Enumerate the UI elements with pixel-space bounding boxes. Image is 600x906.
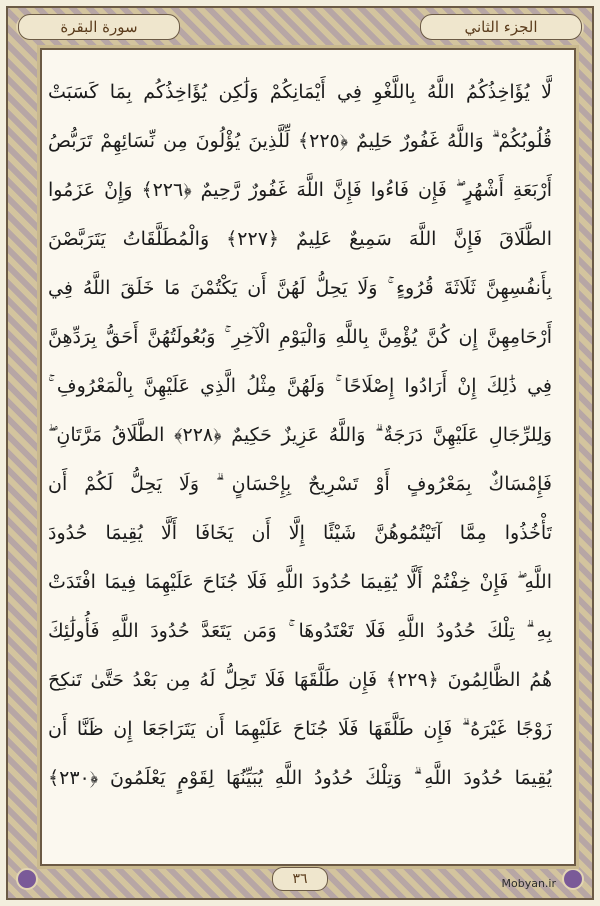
text-line: فَإِمْسَاكٌ بِمَعْرُوفٍ أَوْ تَسْرِيحٌ بِإِحْسَانٍ ۗ وَلَا يَحِلُّ لَكُمْ أَن (48, 473, 552, 495)
text-line: هُمُ الظَّالِمُونَ ﴿٢٢٩﴾ فَإِن طَلَّقَهَا فَلَا تَحِلُّ لَهُ مِن بَعْدُ حَتَّىٰ تَنكِحَ (48, 669, 552, 691)
text-line: قُلُوبُكُمْ ۗ وَاللَّهُ غَفُورٌ حَلِيمٌ ﴿٢٢٥﴾ لِّلَّذِينَ يُؤْلُونَ مِن نِّسَائِهِمْ تَرَبُّصُ (48, 130, 552, 152)
juz-name: الجزء الثاني (420, 14, 582, 40)
surah-name: سورة البقرة (18, 14, 180, 40)
text-line: لَّا يُؤَاخِذُكُمُ اللَّهُ بِاللَّغْوِ فِي أَيْمَانِكُمْ وَلَٰكِن يُؤَاخِذُكُم بِمَا كَسَبَتْ (48, 81, 552, 103)
decorative-border (6, 6, 594, 900)
text-line: أَرْبَعَةِ أَشْهُرٍ ۖ فَإِن فَاءُوا فَإِنَّ اللَّهَ غَفُورٌ رَّحِيمٌ ﴿٢٢٦﴾ وَإِنْ عَزَمُوا (48, 179, 552, 201)
text-line: فِي ذَٰلِكَ إِنْ أَرَادُوا إِصْلَاحًا ۚ وَلَهُنَّ مِثْلُ الَّذِي عَلَيْهِنَّ بِالْمَعْرُوفِ ۚ (48, 375, 552, 397)
text-line: زَوْجًا غَيْرَهُ ۗ فَإِن طَلَّقَهَا فَلَا جُنَاحَ عَلَيْهِمَا أَن يَتَرَاجَعَا إِن ظَنَّا أَن (48, 718, 552, 740)
text-line: اللَّهِ ۖ فَإِنْ خِفْتُمْ أَلَّا يُقِيمَا حُدُودَ اللَّهِ فَلَا جُنَاحَ عَلَيْهِمَا فِيمَا افْتَدَتْ (48, 571, 552, 593)
text-line: تَأْخُذُوا مِمَّا آتَيْتُمُوهُنَّ شَيْئًا إِلَّا أَن يَخَافَا أَلَّا يُقِيمَا حُدُودَ (48, 522, 552, 544)
page-number: ٣٦ (272, 867, 328, 891)
verse-text (48, 68, 552, 840)
page-header (18, 12, 582, 42)
watermark: Mobyan.ir (501, 877, 556, 890)
text-line: يُقِيمَا حُدُودَ اللَّهِ ۗ وَتِلْكَ حُدُودُ اللَّهِ يُبَيِّنُهَا لِقَوْمٍ يَعْلَمُونَ ﴿٢٣٠﴾ (48, 767, 552, 789)
text-line: بِأَنفُسِهِنَّ ثَلَاثَةَ قُرُوءٍ ۚ وَلَا يَحِلُّ لَهُنَّ أَن يَكْتُمْنَ مَا خَلَقَ اللَّهُ فِي (48, 277, 552, 299)
text-line: وَلِلرِّجَالِ عَلَيْهِنَّ دَرَجَةٌ ۗ وَاللَّهُ عَزِيزٌ حَكِيمٌ ﴿٢٢٨﴾ الطَّلَاقُ مَرَّتَانِ ۖ (48, 424, 552, 446)
text-line: أَرْحَامِهِنَّ إِن كُنَّ يُؤْمِنَّ بِاللَّهِ وَالْيَوْمِ الْآخِرِ ۚ وَبُعُولَتُهُنَّ أَحَقُّ بِرَدِّهِنَّ (48, 326, 552, 348)
text-line: بِهِ ۗ تِلْكَ حُدُودُ اللَّهِ فَلَا تَعْتَدُوهَا ۚ وَمَن يَتَعَدَّ حُدُودَ اللَّهِ فَأُولَٰئِكَ (48, 620, 552, 642)
text-line: الطَّلَاقَ فَإِنَّ اللَّهَ سَمِيعٌ عَلِيمٌ ﴿٢٢٧﴾ وَالْمُطَلَّقَاتُ يَتَرَبَّصْنَ (48, 228, 552, 250)
